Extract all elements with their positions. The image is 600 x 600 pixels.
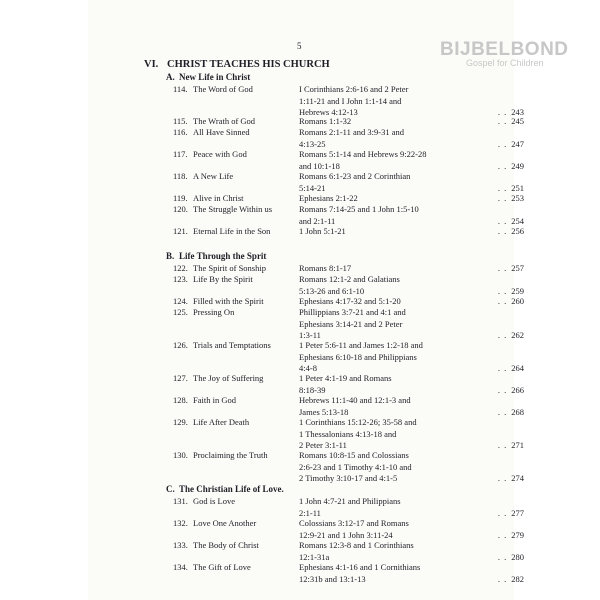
entry-title: The Word of God [193,84,253,94]
watermark-subtitle: Gospel for Children [466,58,544,68]
entry-page-reference [454,263,524,275]
scripture-reference-line: Ephesians 6:10-18 and Philippians [299,351,417,362]
entry-scripture-references [299,274,455,297]
scripture-reference-line: 5:14-21 [299,182,326,193]
dot-leader: . . [497,507,508,518]
entry-page-number: 256 [511,226,524,236]
section-title: New Life in Christ [179,72,251,82]
entry-title: God is Love [193,496,236,506]
dot-leader: . . [497,116,508,126]
dot-leader: . . [497,363,508,374]
entry-scripture-references [299,496,455,519]
entry-title: The Body of Christ [193,540,259,550]
section-title: The Christian Life of Love. [179,484,284,494]
dot-leader: . . [497,215,508,226]
scripture-reference-line: and 10:1-18 [299,160,340,171]
scripture-reference-line: 1 John 5:1-21 [299,226,346,236]
dot-leader: . . [497,384,508,395]
entry-page-reference [454,440,524,452]
entry-scripture-references [299,127,455,150]
entry-page-reference [454,385,524,397]
entry-number: 134. [173,562,188,572]
entry-page-number: 249 [511,160,524,171]
entry-scripture-references [299,307,455,342]
entry-title: Pressing On [193,307,235,317]
entry-title: Faith in God [193,395,236,405]
entry-page-number: 274 [511,473,524,484]
entry-page-reference [454,226,524,238]
entry-page-reference [454,296,524,308]
scripture-reference-line: and 2:1-11 [299,215,336,226]
entry-scripture-references [299,518,455,541]
dot-leader: . . [497,529,508,540]
dot-leader: . . [497,193,508,203]
entry-number: 116. [173,127,188,137]
entry-page-reference [454,193,524,205]
entry-number: 117. [173,149,188,159]
scripture-reference-line: 1 Peter 4:1-19 and Romans [299,373,392,383]
scripture-reference-line: 1:3-11 [299,330,321,341]
dot-leader: . . [497,406,508,417]
entry-number: 114. [173,84,188,94]
entry-scripture-references [299,204,455,227]
entry-page-reference [454,116,524,128]
scripture-reference-line: I Corinthians 2:6-16 and 2 Peter [299,84,409,94]
section-heading [166,484,284,494]
entry-scripture-references [299,84,455,119]
dot-leader: . . [497,182,508,193]
scripture-reference-line: Romans 7:14-25 and 1 John 1:5-10 [299,204,419,214]
entry-title: The Gift of Love [193,562,251,572]
entry-scripture-references [299,540,455,563]
section-title: Life Through the Sprit [179,251,267,261]
entry-page-number: 279 [511,529,524,540]
scripture-reference-line: 1 Peter 5:6-11 and James 1:2-18 and [299,340,423,350]
dot-leader: . . [497,296,508,306]
entry-title: The Spirit of Sonship [193,263,266,273]
entry-page-reference [454,161,524,173]
entry-page-number: 271 [511,440,524,451]
dot-leader: . . [497,551,508,562]
section-heading [166,72,250,82]
entry-number: 130. [173,450,188,460]
entry-number: 125. [173,307,188,317]
entry-page-number: 253 [511,193,524,203]
entry-page-number: 277 [511,507,524,518]
entry-page-number: 254 [511,215,524,226]
entry-page-reference [454,508,524,520]
entry-page-reference [454,407,524,419]
scripture-reference-line: Romans 12:3-8 and 1 Corinthians [299,540,414,550]
entry-title: Peace with God [193,149,247,159]
scripture-reference-line: Ephesians 3:14-21 and 2 Peter [299,318,403,329]
entry-number: 132. [173,518,188,528]
entry-page-reference [454,574,524,586]
entry-title: Filled with the Spirit [193,296,264,306]
scripture-reference-line: 5:13-26 and 6:1-10 [299,285,365,296]
scripture-reference-line: 4:4-8 [299,363,317,374]
entry-number: 121. [173,226,188,236]
entry-page-reference [454,473,524,485]
section-heading [166,251,266,261]
scripture-reference-line: Ephesians 4:1-16 and 1 Cornithians [299,562,421,572]
entry-number: 118. [173,171,188,181]
scripture-reference-line: James 5:13-18 [299,406,349,417]
scripture-reference-line: 8:18-39 [299,384,326,395]
chapter-title: CHRIST TEACHES HIS CHURCH [167,59,330,70]
entry-number: 124. [173,296,188,306]
entry-title: Life By the Spirit [193,274,253,284]
scripture-reference-line: Romans 12:1-2 and Galatians [299,274,400,284]
entry-number: 120. [173,204,188,214]
section-letter: A. [166,72,175,82]
scripture-reference-line: Romans 5:1-14 and Hebrews 9:22-28 [299,149,427,159]
section-letter: C. [166,484,175,494]
entry-title: The Struggle Within us [193,204,273,214]
entry-scripture-references [299,263,455,275]
entry-scripture-references [299,373,455,396]
entry-title: All Have Sinned [193,127,250,137]
watermark-title: BIJBELBOND [440,39,569,60]
scripture-reference-line: 2 Timothy 3:10-17 and 4:1-5 [299,473,398,484]
scripture-reference-line: 12:1-31a [299,551,330,562]
scripture-reference-line: 1 Thessalonians 4:13-18 and [299,428,397,439]
entry-title: Proclaiming the Truth [193,450,268,460]
entry-scripture-references [299,226,455,238]
scripture-reference-line: 1 Corinthians 15:12-26; 35-58 and [299,417,417,427]
entry-scripture-references [299,116,455,128]
publisher-watermark [440,40,569,68]
entry-title: A New Life [193,171,234,181]
entry-page-number: 260 [511,296,524,306]
entry-page-reference [454,139,524,151]
scripture-reference-line: 1:11-21 and I John 1:1-14 and [299,95,402,106]
scripture-reference-line: Phillippians 3:7-21 and 4:1 and [299,307,406,317]
entry-page-number: 247 [511,138,524,149]
entry-page-number: 245 [511,116,524,126]
scripture-reference-line: Romans 10:8-15 and Colossians [299,450,409,460]
entry-number: 127. [173,373,188,383]
entry-number: 133. [173,540,188,550]
scripture-reference-line: Ephesians 2:1-22 [299,193,358,203]
chapter-numeral: VI. [144,59,159,70]
entry-page-number: 264 [511,363,524,374]
entry-page-number: 251 [511,182,524,193]
entry-page-reference [454,330,524,342]
entry-title: Eternal Life in the Son [193,226,271,236]
entry-number: 126. [173,340,188,350]
scripture-reference-line: 2:6-23 and 1 Timothy 4:1-10 and [299,461,412,472]
section-letter: B. [166,251,175,261]
entry-page-reference [454,552,524,564]
entry-page-number: 268 [511,406,524,417]
scripture-reference-line: Hebrews 11:1-40 and 12:1-3 and [299,395,411,405]
entry-page-number: 262 [511,330,524,341]
dot-leader: . . [497,226,508,236]
entry-title: The Wrath of God [193,116,256,126]
page-number: 5 [297,41,302,51]
dot-leader: . . [497,107,508,118]
chapter-heading [144,59,330,70]
entry-number: 119. [173,193,188,203]
dot-leader: . . [497,473,508,484]
entry-title: Trials and Temptations [193,340,271,350]
dot-leader: . . [497,573,508,584]
entry-scripture-references [299,149,455,172]
entry-scripture-references [299,171,455,194]
entry-scripture-references [299,417,455,452]
entry-page-reference [454,530,524,542]
entry-number: 131. [173,496,188,506]
scripture-reference-line: 2 Peter 3:1-11 [299,440,347,451]
entry-title: Alive in Christ [193,193,244,203]
entry-page-number: 282 [511,573,524,584]
scripture-reference-line: 4:13-25 [299,138,326,149]
dot-leader: . . [497,263,508,273]
entry-number: 128. [173,395,188,405]
entry-number: 129. [173,417,188,427]
entry-page-reference [454,363,524,375]
scripture-reference-line: Colossians 3:12-17 and Romans [299,518,409,528]
scripture-reference-line: Romans 8:1-17 [299,263,352,273]
scripture-reference-line: Romans 1:1-32 [299,116,352,126]
dot-leader: . . [497,160,508,171]
entry-number: 123. [173,274,188,284]
dot-leader: . . [497,440,508,451]
entry-scripture-references [299,562,455,585]
scripture-reference-line: Romans 6:1-23 and 2 Corinthian [299,171,411,181]
dot-leader: . . [497,330,508,341]
entry-title: Life After Death [193,417,250,427]
entry-scripture-references [299,193,455,205]
entry-scripture-references [299,395,455,418]
entry-scripture-references [299,340,455,375]
dot-leader: . . [497,138,508,149]
scripture-reference-line: Romans 2:1-11 and 3:9-31 and [299,127,404,137]
entry-scripture-references [299,296,455,308]
entry-page-number: 259 [511,285,524,296]
entry-scripture-references [299,450,455,485]
scripture-reference-line: 12:9-21 and 1 John 3:11-24 [299,529,393,540]
scripture-reference-line: 1 John 4:7-21 and Philippians [299,496,401,506]
entry-number: 115. [173,116,188,126]
entry-page-number: 243 [511,107,524,118]
scripture-reference-line: 2:1-11 [299,507,321,518]
entry-number: 122. [173,263,188,273]
scripture-reference-line: Hebrews 4:12-13 [299,107,358,118]
dot-leader: . . [497,285,508,296]
scripture-reference-line: 12:31b and 13:1-13 [299,573,366,584]
entry-page-number: 280 [511,551,524,562]
entry-page-number: 257 [511,263,524,273]
scripture-reference-line: Ephesians 4:17-32 and 5:1-20 [299,296,401,306]
entry-title: The Joy of Suffering [193,373,264,383]
entry-title: Love One Another [193,518,257,528]
entry-page-number: 266 [511,384,524,395]
